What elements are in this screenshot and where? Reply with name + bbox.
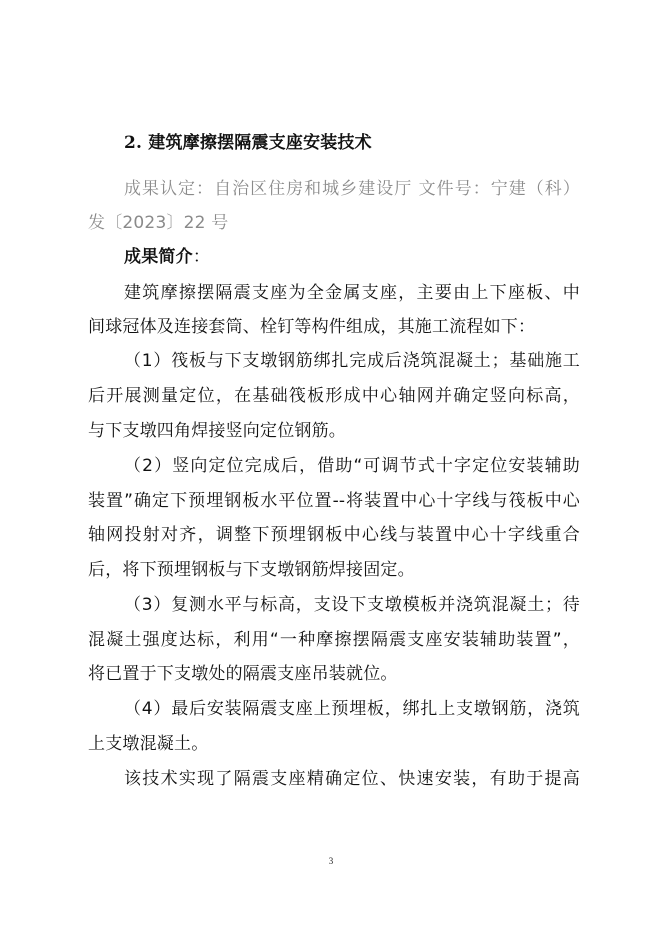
step1-line-1: （1）筏板与下支墩钢筋绑扎完成后浇筑混凝土；基础施工: [124, 351, 580, 371]
conclusion-line-1: 该技术实现了隔震支座精确定位、快速安装，有助于提高: [124, 769, 580, 789]
step1-line-3: 与下支墩四角焊接竖向定位钢筋。: [88, 421, 346, 441]
step3-line-2: 混凝土强度达标，利用“一种摩擦摆隔震支座安装辅助装置”，: [88, 630, 580, 650]
certification-line-1: 成果认定：自治区住房和城乡建设厅 文件号：宁建（科）: [124, 179, 580, 199]
page-number: 3: [328, 856, 334, 866]
step2-line-4: 后，将下预埋钢板与下支墩钢筋焊接固定。: [88, 560, 415, 580]
step2-line-1: （2）竖向定位完成后，借助“可调节式十字定位安装辅助: [124, 456, 580, 476]
summary-colon: ：: [192, 247, 211, 267]
summary-heading: [124, 245, 580, 269]
step1-line-2: 后开展测量定位，在基础筏板形成中心轴网并确定竖向标高，: [88, 386, 580, 406]
summary-label: 成果简介: [124, 247, 193, 267]
step4-line-1: （4）最后安装隔震支座上预埋板，绑扎上支墩钢筋，浇筑: [124, 699, 580, 719]
section-title: 2. 建筑摩擦摆隔震支座安装技术: [124, 133, 372, 153]
intro-line-1: 建筑摩擦摆隔震支座为全金属支座，主要由上下座板、中: [124, 283, 580, 303]
step3-line-3: 将已置于下支墩处的隔震支座吊装就位。: [88, 664, 398, 684]
intro-line-2: 间球冠体及连接套筒、栓钉等构件组成，其施工流程如下：: [88, 317, 536, 337]
step2-line-3: 轴网投射对齐，调整下预埋钢板中心线与装置中心十字线重合: [88, 525, 580, 545]
certification-line-2: 发〔2023〕22 号: [88, 213, 229, 233]
step2-line-2: 装置”确定下预埋钢板水平位置--将装置中心十字线与筏板中心: [88, 491, 580, 511]
step4-line-2: 上支墩混凝土。: [88, 734, 209, 754]
step3-line-1: （3）复测水平与标高，支设下支墩模板并浇筑混凝土；待: [124, 595, 580, 615]
